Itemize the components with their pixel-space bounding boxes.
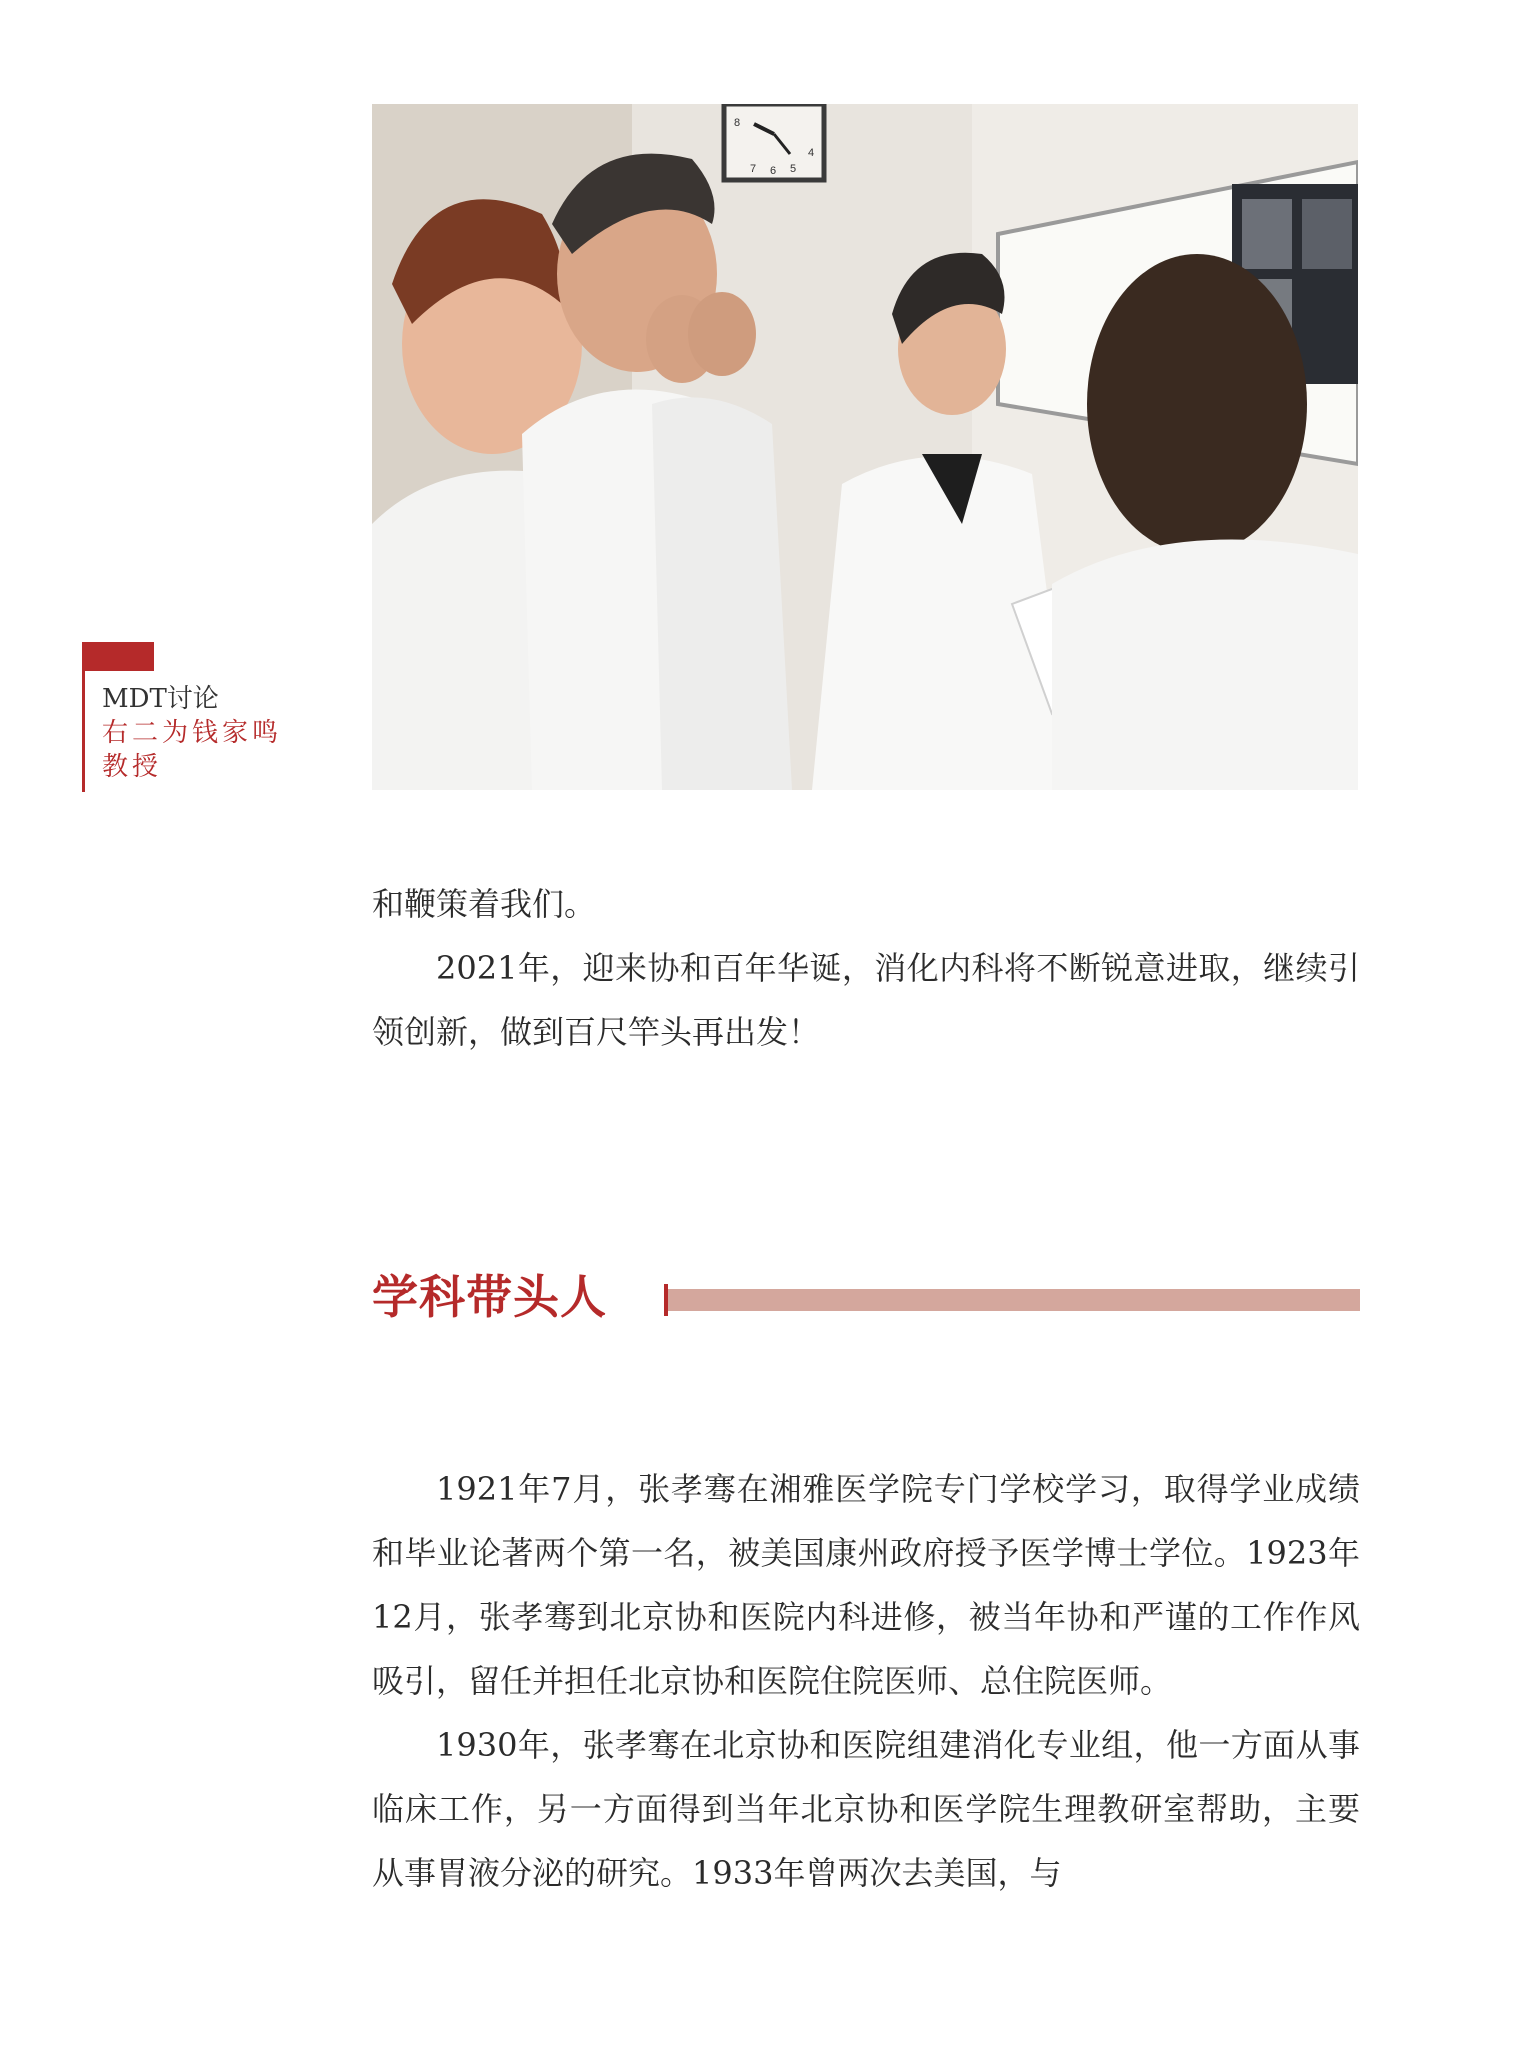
photo-caption (102, 682, 322, 784)
caption-accent-line (82, 642, 85, 792)
photo-mdt-discussion-icon (372, 104, 1358, 790)
section-rule (664, 1289, 1360, 1311)
caption-line-3: 教授 (102, 752, 163, 782)
paragraph: 2021年，迎来协和百年华诞，消化内科将不断锐意进取，继续引领创新，做到百尺竿头再出发！ (372, 949, 1360, 1051)
mdt-photo (372, 104, 1358, 790)
caption-line-2: 右二为钱家鸣 (102, 718, 283, 748)
caption-accent-bar (82, 642, 154, 671)
text-block-intro (372, 872, 1360, 1064)
clock-number: 5 (790, 163, 797, 175)
text-block-leaders (372, 1457, 1360, 1905)
clock-number: 6 (770, 165, 777, 177)
section-title: 学科带头人 (372, 1270, 607, 1324)
section-rule-cap (664, 1284, 668, 1316)
section-heading (372, 1262, 1360, 1332)
clock-number: 8 (734, 117, 741, 129)
paragraph: 1921年7月，张孝骞在湘雅医学院专门学校学习，取得学业成绩和毕业论著两个第一名，被美国康州政府授予医学博士学位。1923年12月，张孝骞到北京协和医院内科进修，被当年协和严谨的工作作风吸引，留任并担任北京协和医院住院医师、总住院医师。 (372, 1470, 1360, 1700)
clock-number: 4 (808, 147, 815, 159)
clock-number: 7 (750, 163, 757, 175)
paragraph: 和鞭策着我们。 (372, 885, 597, 923)
caption-line-1: MDT讨论 (102, 684, 219, 714)
paragraph: 1930年，张孝骞在北京协和医院组建消化专业组，他一方面从事临床工作，另一方面得到当年北京协和医学院生理教研室帮助，主要从事胃液分泌的研究。1933年曾两次去美国，与 (372, 1726, 1360, 1892)
